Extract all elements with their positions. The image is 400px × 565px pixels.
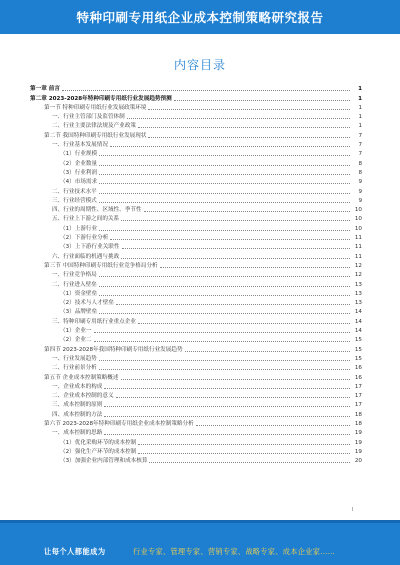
toc-entry[interactable] bbox=[30, 204, 362, 213]
toc-entry[interactable] bbox=[30, 297, 362, 306]
toc-entry[interactable] bbox=[30, 260, 362, 269]
toc-entry-page: 10 bbox=[354, 216, 362, 223]
toc-entry-title: 一、成本控制的思路 bbox=[52, 430, 103, 437]
toc-entry-title: 第四节 2023-2028年我国特种印刷专用纸行业发展趋势 bbox=[44, 346, 183, 353]
toc-entry-title: 二、企业成本控制的意义 bbox=[52, 393, 114, 400]
toc-leader-dots bbox=[99, 276, 350, 277]
report-header bbox=[0, 0, 400, 34]
toc-leader-dots bbox=[121, 258, 350, 259]
toc-leader-dots bbox=[94, 341, 350, 342]
toc-leader-dots bbox=[99, 193, 350, 194]
toc-entry-title: （1）上游行业 bbox=[60, 225, 98, 232]
toc-entry-page: 11 bbox=[354, 235, 362, 242]
toc-leader-dots bbox=[99, 360, 350, 361]
toc-entry[interactable] bbox=[30, 120, 362, 129]
toc-entry-title: （1）企业一 bbox=[60, 328, 92, 335]
toc-entry-page: 20 bbox=[354, 458, 362, 465]
toc-entry-title: 第二章 2023-2028年特种印刷专用纸行业发展趋势预测 bbox=[30, 95, 172, 102]
toc-entry[interactable] bbox=[30, 278, 362, 287]
toc-entry[interactable] bbox=[30, 269, 362, 278]
toc-entry-title: （1）优化采购环节的成本控制 bbox=[60, 439, 137, 446]
toc-leader-dots bbox=[99, 295, 350, 296]
toc-entry-page: 10 bbox=[354, 225, 362, 232]
toc-entry[interactable] bbox=[30, 315, 362, 324]
toc-entry[interactable] bbox=[30, 148, 362, 157]
toc-leader-dots bbox=[138, 127, 350, 128]
toc-leader-dots bbox=[138, 444, 350, 445]
toc-entry-title: （2）下游行业分析 bbox=[60, 235, 109, 242]
toc-entry-title: 第五节 企业成本控制策略概述 bbox=[44, 374, 119, 381]
toc-entry-page: 11 bbox=[354, 244, 362, 251]
toc-entry[interactable] bbox=[30, 455, 362, 464]
toc-entry-page: 19 bbox=[354, 430, 362, 437]
toc-leader-dots bbox=[94, 332, 350, 333]
toc-entry-title: 一、行业发展趋势 bbox=[52, 355, 97, 362]
toc-entry-title: 第二节 我国特种印刷专用纸行业发展现状 bbox=[44, 132, 147, 139]
toc-entry-page: 16 bbox=[354, 365, 362, 372]
toc-entry-title: 五、行业上下游之间的关系 bbox=[52, 216, 120, 223]
toc-leader-dots bbox=[116, 397, 350, 398]
toc-leader-dots bbox=[121, 379, 351, 380]
footer-slogan: 行业专家、管理专家、营销专家、战略专家、成本企业家…… bbox=[133, 547, 336, 556]
toc-entry-page: 17 bbox=[354, 383, 362, 390]
toc-entry-title: （2）强化生产环节的成本控制 bbox=[60, 448, 137, 455]
toc-leader-dots bbox=[99, 369, 350, 370]
toc-entry[interactable] bbox=[30, 306, 362, 315]
toc-entry-title: 一、行业主管部门及监管体制 bbox=[52, 114, 125, 121]
toc-entry-page: 13 bbox=[354, 281, 362, 288]
toc-leader-dots bbox=[99, 286, 350, 287]
toc-leader-dots bbox=[99, 174, 350, 175]
toc-entry-page: 18 bbox=[354, 411, 362, 418]
toc-entry[interactable] bbox=[30, 213, 362, 222]
toc-entry[interactable] bbox=[30, 427, 362, 436]
toc-entry[interactable] bbox=[30, 232, 362, 241]
toc-entry[interactable] bbox=[30, 129, 362, 138]
toc-entry-title: （3）上下游行业关联性 bbox=[60, 244, 120, 251]
toc-leader-dots bbox=[149, 462, 350, 463]
table-of-contents bbox=[30, 83, 362, 464]
toc-entry-page: 17 bbox=[354, 402, 362, 409]
toc-entry[interactable] bbox=[30, 408, 362, 417]
toc-leader-dots bbox=[127, 118, 350, 119]
toc-entry-title: （1）行业规模 bbox=[60, 151, 98, 158]
toc-leader-dots bbox=[104, 416, 350, 417]
toc-entry[interactable] bbox=[30, 92, 362, 101]
toc-entry-page: 18 bbox=[354, 420, 362, 427]
toc-entry-page: 1 bbox=[358, 104, 362, 111]
toc-entry-title: 二、行业前景分析 bbox=[52, 365, 97, 372]
toc-entry-title: 一、企业成本的构成 bbox=[52, 383, 103, 390]
toc-leader-dots bbox=[148, 137, 350, 138]
toc-entry-page: 9 bbox=[358, 179, 362, 186]
toc-leader-dots bbox=[148, 109, 350, 110]
toc-entry-title: 二、行业技术水平 bbox=[52, 188, 97, 195]
toc-entry-page: 1 bbox=[358, 123, 362, 130]
page-number: I bbox=[352, 507, 354, 513]
toc-entry[interactable] bbox=[30, 390, 362, 399]
toc-leader-dots bbox=[110, 239, 350, 240]
toc-entry[interactable] bbox=[30, 418, 362, 427]
toc-entry-page: 17 bbox=[354, 393, 362, 400]
toc-leader-dots bbox=[99, 183, 350, 184]
toc-entry-page: 14 bbox=[354, 318, 362, 325]
toc-leader-dots bbox=[121, 220, 350, 221]
toc-entry-title: 四、行业的周期性、区域性、季节性 bbox=[52, 207, 142, 214]
toc-leader-dots bbox=[138, 453, 350, 454]
toc-entry-title: 三、特种印刷专用纸行业重点企业 bbox=[52, 318, 136, 325]
toc-leader-dots bbox=[110, 146, 350, 147]
toc-leader-dots bbox=[104, 388, 350, 389]
toc-leader-dots bbox=[99, 165, 350, 166]
toc-entry-page: 9 bbox=[358, 188, 362, 195]
toc-entry-page: 13 bbox=[354, 290, 362, 297]
toc-entry-page: 7 bbox=[358, 132, 362, 139]
toc-entry-page: 19 bbox=[354, 448, 362, 455]
toc-entry[interactable] bbox=[30, 446, 362, 455]
toc-entry-title: 一、行业竞争格局 bbox=[52, 272, 97, 279]
toc-entry-title: （2）企业二 bbox=[60, 337, 92, 344]
toc-entry-page: 7 bbox=[358, 142, 362, 149]
toc-entry-title: （2）技术与人才壁垒 bbox=[60, 300, 114, 307]
toc-entry-page: 13 bbox=[354, 300, 362, 307]
toc-heading: 内容目录 bbox=[173, 58, 226, 72]
toc-entry-page: 1 bbox=[358, 86, 362, 93]
toc-entry-page: 15 bbox=[354, 337, 362, 344]
toc-entry-page: 19 bbox=[354, 439, 362, 446]
toc-entry[interactable] bbox=[30, 381, 362, 390]
toc-entry-title: 三、行业经营模式 bbox=[52, 197, 97, 204]
toc-entry[interactable] bbox=[30, 185, 362, 194]
toc-entry-page: 8 bbox=[358, 169, 362, 176]
toc-entry-page: 16 bbox=[354, 374, 362, 381]
toc-entry-page: 14 bbox=[354, 328, 362, 335]
toc-entry-title: （1）资金壁垒 bbox=[60, 290, 98, 297]
toc-entry-page: 1 bbox=[358, 114, 362, 121]
toc-entry[interactable] bbox=[30, 102, 362, 111]
toc-entry-title: （3）加强企业内部管理和成本核算 bbox=[60, 458, 148, 465]
toc-entry[interactable] bbox=[30, 111, 362, 120]
toc-entry[interactable] bbox=[30, 176, 362, 185]
toc-leader-dots bbox=[99, 230, 350, 231]
toc-entry-title: （4）市场需求 bbox=[60, 179, 98, 186]
toc-entry[interactable] bbox=[30, 157, 362, 166]
toc-entry-page: 8 bbox=[358, 160, 362, 167]
toc-leader-dots bbox=[185, 351, 350, 352]
toc-leader-dots bbox=[122, 248, 351, 249]
toc-entry-page: 10 bbox=[354, 207, 362, 214]
toc-entry-title: 三、成本控制的原则 bbox=[52, 402, 103, 409]
toc-entry-title: 二、行业主要法律法规及产业政策 bbox=[52, 123, 136, 130]
toc-entry-page: 15 bbox=[354, 346, 362, 353]
toc-entry-page: 1 bbox=[358, 95, 362, 102]
toc-entry[interactable] bbox=[30, 362, 362, 371]
footer-divider bbox=[0, 520, 400, 523]
footer-brand: 让每个人都能成为 bbox=[44, 547, 106, 556]
toc-leader-dots bbox=[104, 406, 350, 407]
toc-leader-dots bbox=[160, 267, 350, 268]
toc-entry-title: 第六节 2023-2028年特种印刷专用纸企业成本控制策略分析 bbox=[44, 420, 194, 427]
toc-entry[interactable] bbox=[30, 222, 362, 231]
toc-leader-dots bbox=[144, 211, 350, 212]
toc-entry-title: （3）行业利润 bbox=[60, 169, 98, 176]
toc-entry-title: 四、成本控制的方法 bbox=[52, 411, 103, 418]
toc-leader-dots bbox=[104, 434, 350, 435]
toc-entry[interactable] bbox=[30, 436, 362, 445]
toc-entry-title: 第一节 特种印刷专用纸行业发展政策环境 bbox=[44, 104, 147, 111]
toc-entry[interactable] bbox=[30, 371, 362, 380]
toc-entry[interactable] bbox=[30, 167, 362, 176]
toc-entry-title: 第一章 前言 bbox=[30, 86, 60, 93]
toc-entry[interactable] bbox=[30, 250, 362, 259]
toc-entry[interactable] bbox=[30, 288, 362, 297]
toc-entry[interactable] bbox=[30, 195, 362, 204]
toc-entry-page: 15 bbox=[354, 355, 362, 362]
toc-entry-page: 9 bbox=[358, 197, 362, 204]
toc-entry-page: 14 bbox=[354, 309, 362, 316]
toc-entry-page: 12 bbox=[354, 262, 362, 269]
toc-entry-page: 11 bbox=[354, 253, 362, 260]
toc-leader-dots bbox=[99, 155, 350, 156]
toc-leader-dots bbox=[99, 313, 350, 314]
toc-entry-page: 7 bbox=[358, 151, 362, 158]
toc-entry[interactable] bbox=[30, 399, 362, 408]
toc-leader-dots bbox=[99, 202, 350, 203]
toc-entry-page: 12 bbox=[354, 272, 362, 279]
toc-entry[interactable] bbox=[30, 343, 362, 352]
toc-entry[interactable] bbox=[30, 325, 362, 334]
toc-entry[interactable] bbox=[30, 139, 362, 148]
toc-leader-dots bbox=[174, 100, 350, 101]
footer-banner bbox=[0, 520, 400, 565]
toc-leader-dots bbox=[116, 304, 350, 305]
toc-leader-dots bbox=[138, 323, 350, 324]
toc-entry[interactable] bbox=[30, 83, 362, 92]
toc-entry[interactable] bbox=[30, 353, 362, 362]
report-title: 特种印刷专用纸企业成本控制策略研究报告 bbox=[76, 10, 324, 25]
toc-entry-title: （3）品牌壁垒 bbox=[60, 309, 98, 316]
toc-entry-title: 一、行业基本发展情况 bbox=[52, 142, 108, 149]
toc-entry-title: 六、行业面临的机遇与挑战 bbox=[52, 253, 120, 260]
toc-entry-title: 第三节 中国特种印刷专用纸行业竞争格局分析 bbox=[44, 262, 158, 269]
toc-entry-title: （2）企业数量 bbox=[60, 160, 98, 167]
toc-leader-dots bbox=[62, 90, 350, 91]
toc-entry[interactable] bbox=[30, 241, 362, 250]
toc-leader-dots bbox=[196, 425, 350, 426]
toc-entry-title: 二、行业进入壁垒 bbox=[52, 281, 97, 288]
toc-entry[interactable] bbox=[30, 334, 362, 343]
